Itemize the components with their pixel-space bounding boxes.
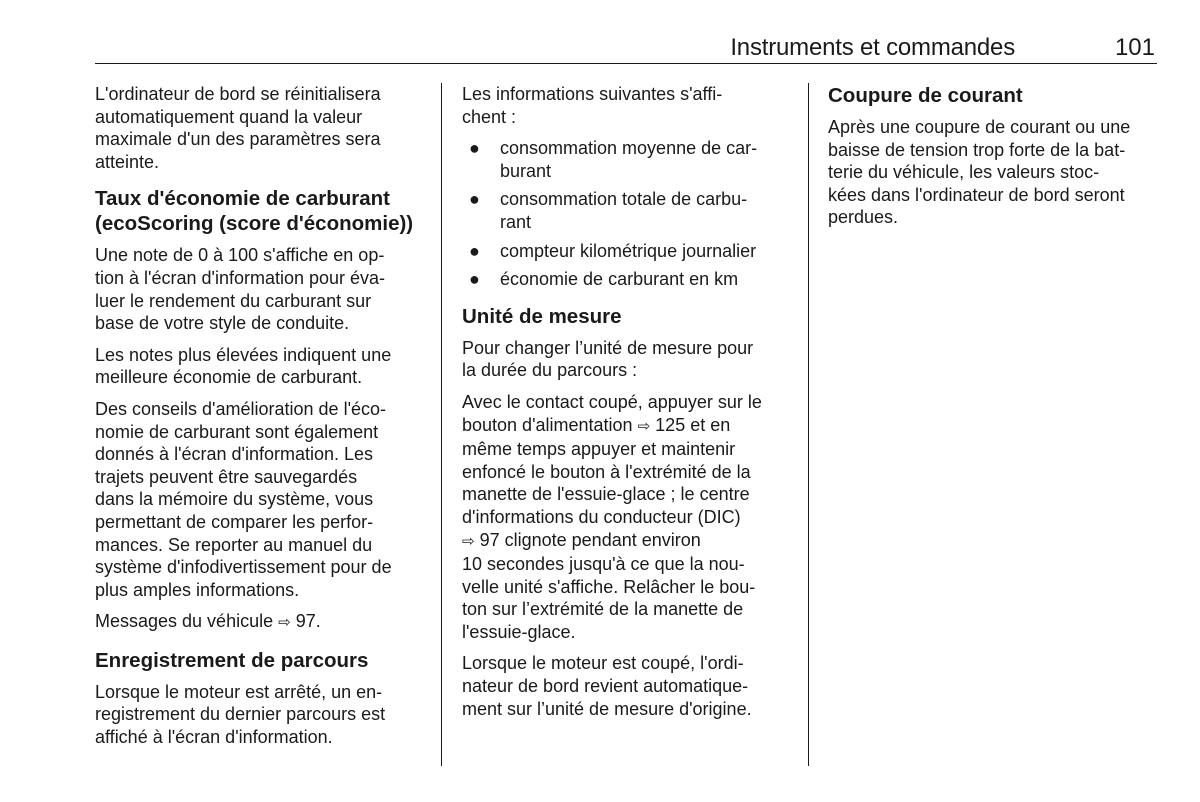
list-item: ● compteur kilométrique journalier	[469, 240, 757, 261]
bullet-icon: ●	[469, 269, 480, 290]
chapter-title: Instruments et commandes	[730, 34, 1015, 61]
heading-taux-economie: Taux d'économie de carburant (ecoScoring (score d'économie))	[95, 187, 414, 236]
paragraph-conseils: Des conseils d'amélioration de l'éco- nomie de carburant sont également donnés à l'écran d'information. Les trajets peuvent être sauvegardés dans la mémoire du système, vous permettant de comparer les perfor- mances. Se reporter au manuel du système d'infodivertissement pour de plus amples informations.	[95, 398, 392, 600]
cross-reference-arrow-icon: ⇨	[278, 614, 291, 632]
column-1	[95, 83, 428, 758]
column-divider-1	[441, 83, 442, 766]
paragraph-note: Une note de 0 à 100 s'affiche en op- tion à l'écran d'information pour éva- luer le rendement du carburant sur base de votre style de conduite.	[95, 245, 386, 334]
bullet-icon: ●	[469, 138, 480, 159]
paragraph-informations: Les informations suivantes s'affi- chent :	[462, 84, 723, 127]
page-link-97[interactable]: 97.	[295, 611, 321, 632]
paragraph-messages-vehicule: Messages du véhicule ⇨ 97.	[95, 611, 321, 632]
cross-reference-arrow-icon: ⇨	[637, 417, 651, 435]
page-header	[95, 34, 1157, 64]
paragraph-moteur-coupe: Lorsque le moteur est coupé, l'ordi- nateur de bord revient automatique- ment sur l’unité de mesure d'origine.	[462, 653, 752, 719]
paragraph-notes-elevees: Les notes plus élevées indiquent une meilleure économie de carburant.	[95, 344, 392, 388]
paragraph-coupure: Après une coupure de courant ou une baisse de tension trop forte de la bat- terie du véhicule, les valeurs stoc- kées dans l'ordinateur de bord seront perdues.	[828, 117, 1131, 228]
heading-coupure-courant: Coupure de courant	[828, 84, 1023, 107]
page-number: 101	[1114, 34, 1155, 61]
list-item: ● économie de carburant en km	[469, 269, 739, 290]
column-3	[828, 83, 1160, 238]
bullet-icon: ●	[469, 189, 480, 210]
paragraph-reset: L'ordinateur de bord se réinitialisera automatiquement quand la valeur maximale d'un des paramètres sera atteinte.	[95, 84, 381, 172]
list-item: ● consommation totale de carbu- rant	[469, 189, 748, 232]
paragraph-procedure: Avec le contact coupé, appuyer sur le bouton d'alimentation ⇨ 125 et en même temps appuyer et maintenir enfoncé le bouton à l'extrémité de la manette de l'essuie-glace ; le centre d'informations du conducteur (DIC) ⇨ 97 clignote pendant environ 10 secondes jusqu'à ce que la nou- velle unité s'affiche. Relâcher le bou- ton sur l’extrémité de la manette de l'essuie-glace.	[462, 391, 762, 642]
cross-reference-arrow-icon: ⇨	[462, 532, 475, 550]
paragraph-enregistrement: Lorsque le moteur est arrêté, un en- registrement du dernier parcours est affiché à l'écran d'information.	[95, 681, 386, 748]
page-link-125[interactable]: 125 et en	[655, 414, 731, 435]
list-item: ● consommation moyenne de car- burant	[469, 138, 758, 181]
page-link-97[interactable]: 97 clignote pendant environ	[479, 529, 701, 550]
column-2	[462, 83, 794, 729]
header-rule	[95, 63, 1157, 64]
bullet-icon: ●	[469, 240, 480, 261]
paragraph-changer-unite: Pour changer l’unité de mesure pour la durée du parcours :	[462, 337, 754, 381]
heading-unite-mesure: Unité de mesure	[462, 304, 622, 328]
heading-enregistrement-parcours: Enregistrement de parcours	[95, 648, 369, 672]
column-divider-2	[808, 83, 809, 766]
